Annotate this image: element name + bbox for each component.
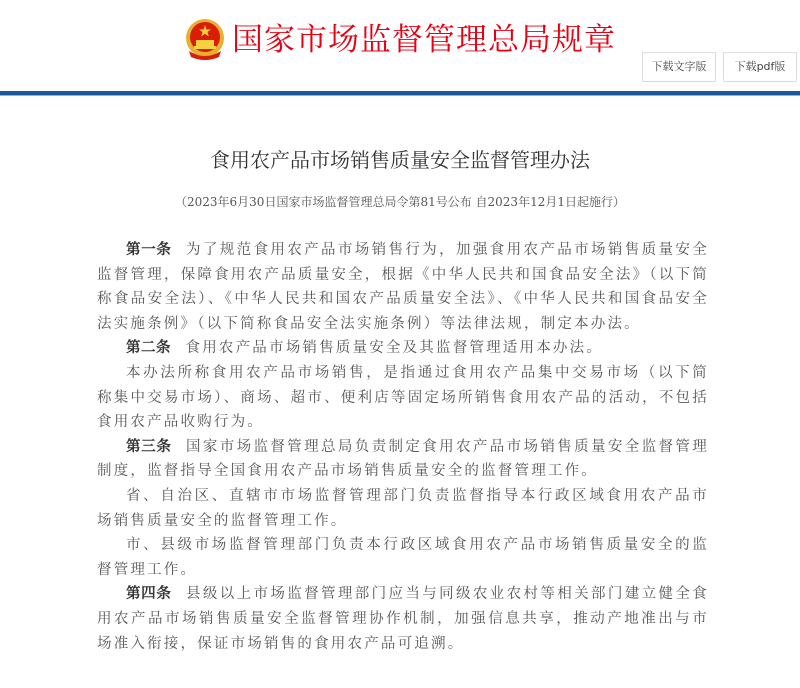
paragraph (97, 533, 709, 582)
paragraph-text: 市、县级市场监督管理部门负责本行政区域食用农产品市场销售质量安全的监督管理工作。 (97, 537, 709, 578)
paragraph-text: 省、自治区、直辖市市场监督管理部门负责监督指导本行政区域食用农产品市场销售质量安全的监督管理工作。 (97, 487, 709, 529)
site-header (0, 0, 800, 92)
article-label: 第四条 (126, 586, 172, 603)
document-title: 食用农产品市场销售质量安全监督管理办法 (210, 148, 590, 172)
download-text-version-button[interactable]: 下载文字版 (642, 52, 716, 82)
article-label: 第三条 (126, 438, 172, 455)
header-divider-light (0, 95, 800, 96)
paragraph-article-2 (97, 336, 709, 361)
download-pdf-version-button[interactable]: 下载pdf版 (723, 52, 797, 82)
paragraph-text: 食用农产品市场销售质量安全及其监督管理适用本办法。 (185, 340, 603, 357)
national-emblem-icon (183, 17, 227, 61)
document-subtitle: （2023年6月30日国家市场监督管理总局令第81号公布 自2023年12月1日起施行） (175, 195, 625, 209)
paragraph (97, 361, 709, 435)
paragraph (97, 484, 709, 533)
paragraph-text: 本办法所称食用农产品市场销售，是指通过食用农产品集中交易市场（以下简称集中交易市场）、商场、超市、便利店等固定场所销售食用农产品的活动，不包括食用农产品收购行为。 (97, 364, 709, 431)
paragraph-article-3 (97, 435, 709, 484)
paragraph-article-4 (97, 582, 709, 656)
paragraph-text: 县级以上市场监督管理部门应当与同级农业农村等相关部门建立健全食用农产品市场销售质量安全监督管理协作机制，加强信息共享，推动产地准出与市场准入衔接，保证市场销售的食用农产品可追溯。 (97, 586, 709, 652)
paragraph-text: 国家市场监督管理总局负责制定食用农产品市场销售质量安全监督管理制度，监督指导全国食用农产品市场销售质量安全的监督管理工作。 (97, 438, 709, 480)
paragraph-article-1 (97, 238, 709, 336)
document-body (97, 238, 709, 656)
paragraph-text: 为了规范食用农产品市场销售行为，加强食用农产品市场销售质量安全监督管理，保障食用农产品质量安全，根据《中华人民共和国食品安全法》（以下简称食品安全法）、《中华人民共和国农产品质量安全法》、《中华人民共和国食品安全法实施条例》（以下简称食品安全法实施条例）等法律法规，制定本办法。 (97, 242, 709, 332)
site-title: 国家市场监督管理总局规章 (232, 22, 616, 58)
article-label: 第一条 (126, 242, 172, 258)
article-label: 第二条 (126, 340, 171, 357)
